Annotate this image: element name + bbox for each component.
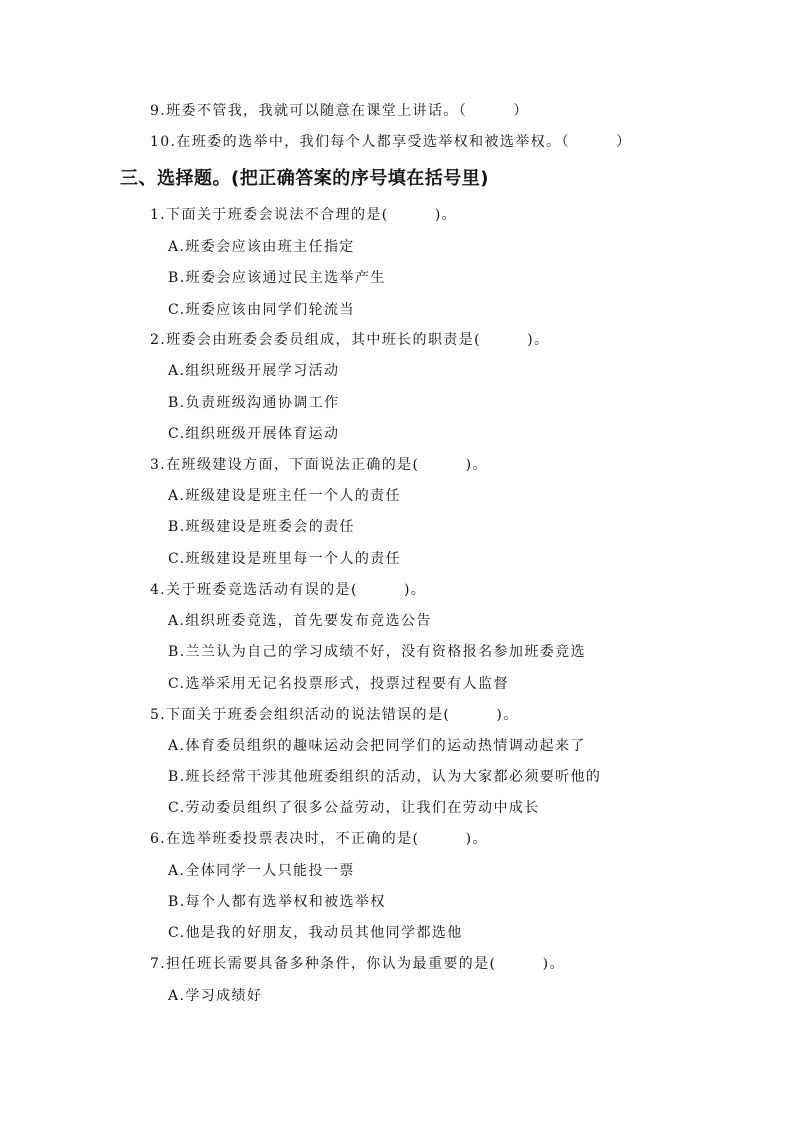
question-6-option-b: B.每个人都有选举权和被选举权 — [168, 894, 386, 910]
question-4-option-b: B.兰兰认为自己的学习成绩不好，没有资格报名参加班委竞选 — [168, 644, 586, 660]
question-1-option-b: B.班委会应该通过民主选举产生 — [168, 270, 386, 286]
question-3-stem: 3.在班级建设方面，下面说法正确的是( )。 — [150, 457, 488, 473]
question-3-option-c: C.班级建设是班里每一个人的责任 — [168, 551, 402, 567]
question-6-option-c: C.他是我的好朋友，我动员其他同学都选他 — [168, 925, 463, 941]
question-4-option-c: C.选举采用无记名投票形式，投票过程要有人监督 — [168, 676, 509, 692]
tf-item-10: 10.在班委的选举中，我们每个人都享受选举权和被选举权。（ ） — [150, 134, 632, 150]
question-1-option-c: C.班委应该由同学们轮流当 — [168, 302, 355, 318]
question-5-option-a: A.体育委员组织的趣味运动会把同学们的运动热情调动起来了 — [168, 738, 586, 754]
question-2-option-b: B.负责班级沟通协调工作 — [168, 395, 340, 411]
question-2-option-c: C.组织班级开展体育运动 — [168, 426, 340, 442]
question-6-stem: 6.在选举班委投票表决时，不正确的是( )。 — [150, 831, 488, 847]
question-5-option-b: B.班长经常干涉其他班委组织的活动，认为大家都必须要听他的 — [168, 769, 602, 785]
question-5-option-c: C.劳动委员组织了很多公益劳动，让我们在劳动中成长 — [168, 800, 540, 816]
question-1-stem: 1.下面关于班委会说法不合理的是( )。 — [150, 207, 458, 223]
section-3-heading: 三、选择题。(把正确答案的序号填在括号里) — [120, 168, 489, 189]
question-4-option-a: A.组织班委竞选，首先要发布竞选公告 — [168, 613, 432, 629]
question-6-option-a: A.全体同学一人只能投一票 — [168, 863, 355, 879]
question-7-stem: 7.担任班长需要具备多种条件，你认为最重要的是( )。 — [150, 956, 565, 972]
question-2-option-a: A.组织班级开展学习活动 — [168, 363, 340, 379]
question-5-stem: 5.下面关于班委会组织活动的说法错误的是( )。 — [150, 707, 519, 723]
question-2-stem: 2.班委会由班委会委员组成，其中班长的职责是( )。 — [150, 332, 550, 348]
question-4-stem: 4.关于班委竞选活动有误的是( )。 — [150, 582, 427, 598]
tf-item-9: 9.班委不管我，我就可以随意在课堂上讲话。（ ） — [150, 103, 529, 119]
question-3-option-a: A.班级建设是班主任一个人的责任 — [168, 488, 401, 504]
question-7-option-a: A.学习成绩好 — [168, 988, 263, 1004]
question-1-option-a: A.班委会应该由班主任指定 — [168, 239, 355, 255]
question-3-option-b: B.班级建设是班委会的责任 — [168, 519, 355, 535]
